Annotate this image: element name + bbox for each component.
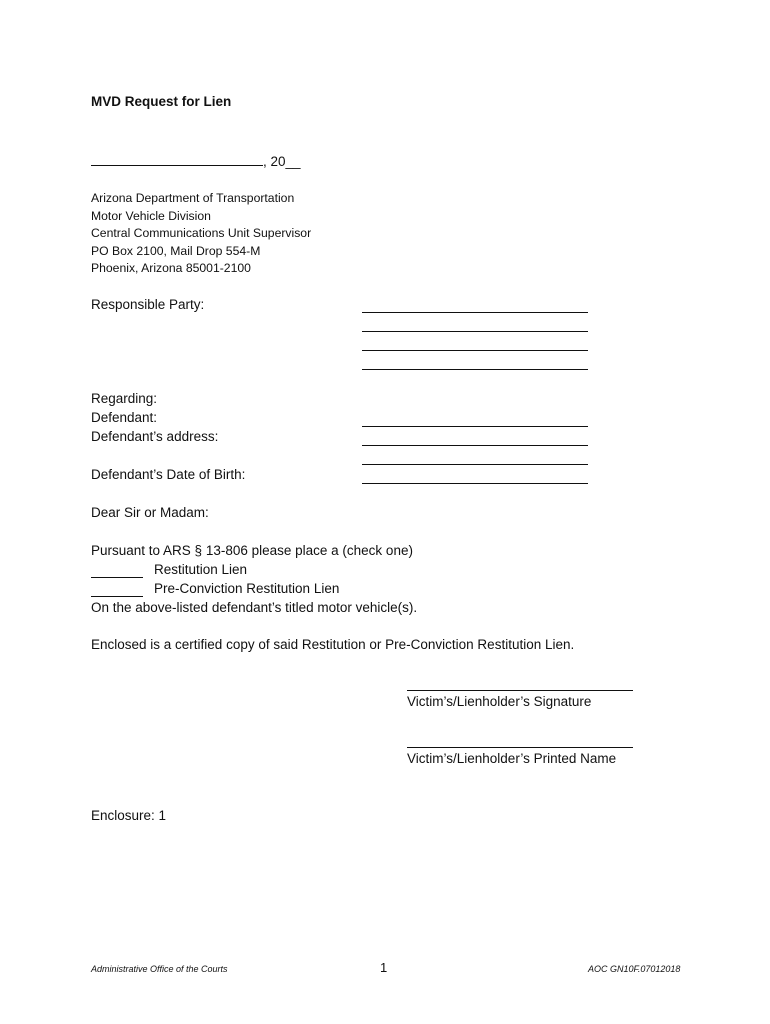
signature-line[interactable] (407, 690, 633, 691)
footer-page-number: 1 (380, 960, 388, 975)
date-year-suffix: , 20__ (263, 154, 301, 169)
defendant-name-line[interactable] (362, 426, 588, 427)
defendant-dob-line[interactable] (362, 483, 588, 484)
vehicle-text: On the above-listed defendant’s titled motor vehicle(s). (91, 600, 418, 615)
footer-form-code: AOC GN10F.07012018 (588, 964, 681, 974)
printed-name-label: Victim’s/Lienholder’s Printed Name (407, 751, 617, 766)
recipient-address (91, 190, 311, 278)
address-line: Phoenix, Arizona 85001-2100 (91, 261, 251, 275)
salutation: Dear Sir or Madam: (91, 505, 209, 520)
enclosed-text: Enclosed is a certified copy of said Restitution or Pre-Conviction Restitution Lien. (91, 637, 575, 652)
pursuant-text: Pursuant to ARS § 13-806 please place a (check one) (91, 543, 413, 558)
defendant-address-label: Defendant’s address: (91, 429, 219, 444)
preconviction-option-label: Pre-Conviction Restitution Lien (154, 581, 340, 596)
enclosure-text: Enclosure: 1 (91, 808, 167, 823)
defendant-label: Defendant: (91, 410, 158, 425)
responsible-party-label: Responsible Party: (91, 297, 205, 312)
preconviction-check-blank[interactable] (91, 596, 143, 597)
responsible-party-line-2[interactable] (362, 331, 588, 332)
defendant-dob-label: Defendant’s Date of Birth: (91, 467, 246, 482)
responsible-party-line-4[interactable] (362, 369, 588, 370)
address-line: Arizona Department of Transportation (91, 191, 295, 205)
signature-label: Victim’s/Lienholder’s Signature (407, 694, 592, 709)
footer-office: Administrative Office of the Courts (91, 964, 228, 974)
document-title: MVD Request for Lien (91, 94, 232, 109)
printed-name-line[interactable] (407, 747, 633, 748)
restitution-option-label: Restitution Lien (154, 562, 248, 577)
date-line (91, 153, 301, 169)
address-line: Motor Vehicle Division (91, 208, 211, 223)
regarding-label: Regarding: (91, 391, 158, 406)
defendant-address-line-2[interactable] (362, 464, 588, 465)
restitution-check-blank[interactable] (91, 577, 143, 578)
date-blank-field[interactable] (91, 153, 263, 166)
responsible-party-line-1[interactable] (362, 312, 588, 313)
defendant-address-line-1[interactable] (362, 445, 588, 446)
responsible-party-line-3[interactable] (362, 350, 588, 351)
address-line: PO Box 2100, Mail Drop 554-M (91, 243, 261, 258)
address-line: Central Communications Unit Supervisor (91, 226, 312, 240)
